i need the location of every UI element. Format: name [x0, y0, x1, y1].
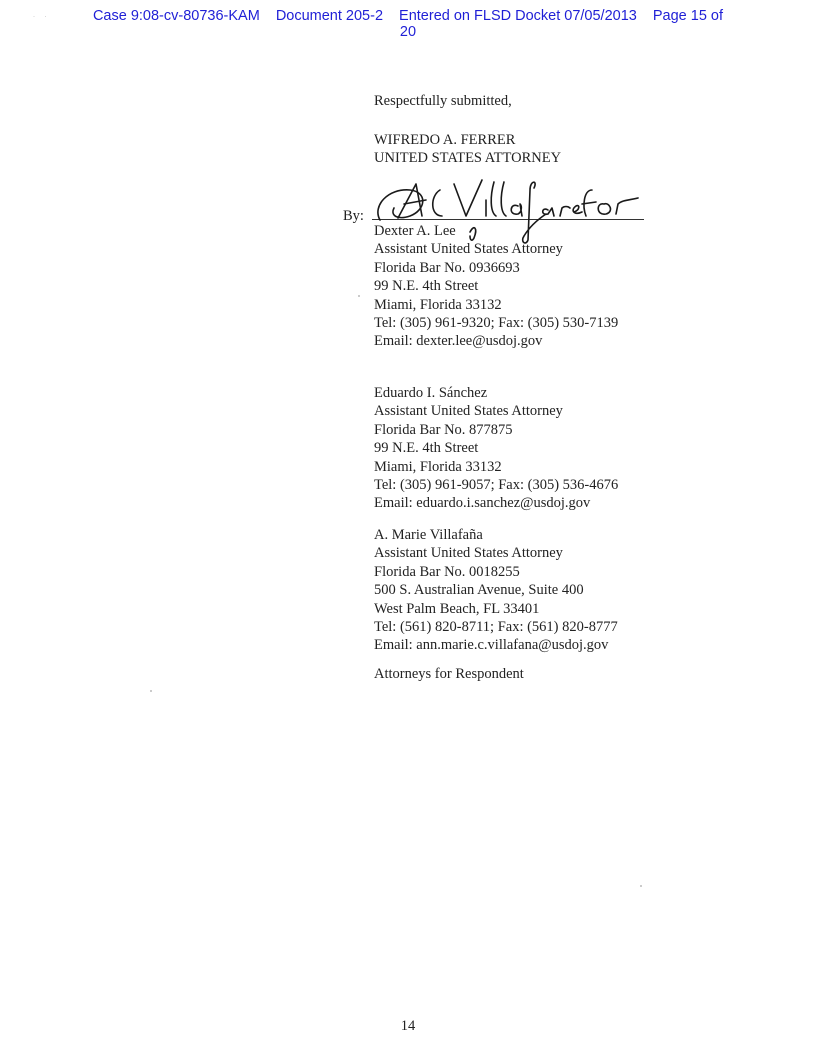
signatory-name: A. Marie Villafaña: [374, 527, 483, 543]
by-label: By:: [343, 208, 364, 224]
closing-text: Respectfully submitted,: [374, 93, 512, 109]
scan-speck: [358, 295, 360, 297]
signatory-lee: [374, 222, 618, 351]
signatory-title: Assistant United States Attorney: [374, 241, 563, 258]
page-number: 14: [400, 1018, 416, 1034]
closing: [374, 92, 512, 110]
signatory-title: Assistant United States Attorney: [374, 545, 563, 562]
signatory-villafana: [374, 526, 618, 655]
page-of: Page 15 of: [652, 8, 724, 24]
signatory-bar-number: Florida Bar No. 0018255: [374, 563, 520, 580]
scan-speck: [640, 885, 642, 887]
total-pages: 20: [399, 24, 417, 40]
signatory-sanchez: [374, 384, 618, 513]
signatory-title: Assistant United States Attorney: [374, 403, 563, 420]
scan-artifact: · ·: [33, 14, 51, 20]
office-block: [374, 131, 561, 168]
signatory-email: Email: eduardo.i.sanchez@usdoj.gov: [374, 495, 591, 512]
signatory-street: 99 N.E. 4th Street: [374, 440, 479, 457]
attorneys-for-text: Attorneys for Respondent: [374, 666, 524, 682]
signatory-bar-number: Florida Bar No. 0936693: [374, 259, 520, 276]
signatory-street: 500 S. Australian Avenue, Suite 400: [374, 582, 584, 599]
signatory-name: Eduardo I. Sánchez: [374, 385, 488, 401]
signatory-city: Miami, Florida 33132: [374, 296, 502, 313]
office-name: WIFREDO A. FERRER: [374, 132, 516, 148]
signatory-phone: Tel: (305) 961-9320; Fax: (305) 530-7139: [374, 315, 619, 332]
docket-entry: Entered on FLSD Docket 07/05/2013: [399, 8, 637, 24]
signatory-email: Email: dexter.lee@usdoj.gov: [374, 333, 543, 350]
signatory-phone: Tel: (561) 820-8711; Fax: (561) 820-8777: [374, 619, 618, 636]
signatory-phone: Tel: (305) 961-9057; Fax: (305) 536-4676: [374, 477, 619, 494]
signatory-email: Email: ann.marie.c.villafana@usdoj.gov: [374, 637, 609, 654]
case-number: Case 9:08-cv-80736-KAM: [92, 8, 260, 24]
signatory-street: 99 N.E. 4th Street: [374, 278, 479, 295]
signatory-name: Dexter A. Lee: [374, 223, 456, 239]
signatory-city: Miami, Florida 33132: [374, 458, 502, 475]
office-title: UNITED STATES ATTORNEY: [374, 150, 562, 167]
ecf-header: [0, 8, 816, 40]
scan-speck: [150, 690, 152, 692]
signatory-city: West Palm Beach, FL 33401: [374, 600, 540, 617]
signatory-bar-number: Florida Bar No. 877875: [374, 421, 513, 438]
document-number: Document 205-2: [275, 8, 384, 24]
attorneys-for: [374, 665, 524, 683]
